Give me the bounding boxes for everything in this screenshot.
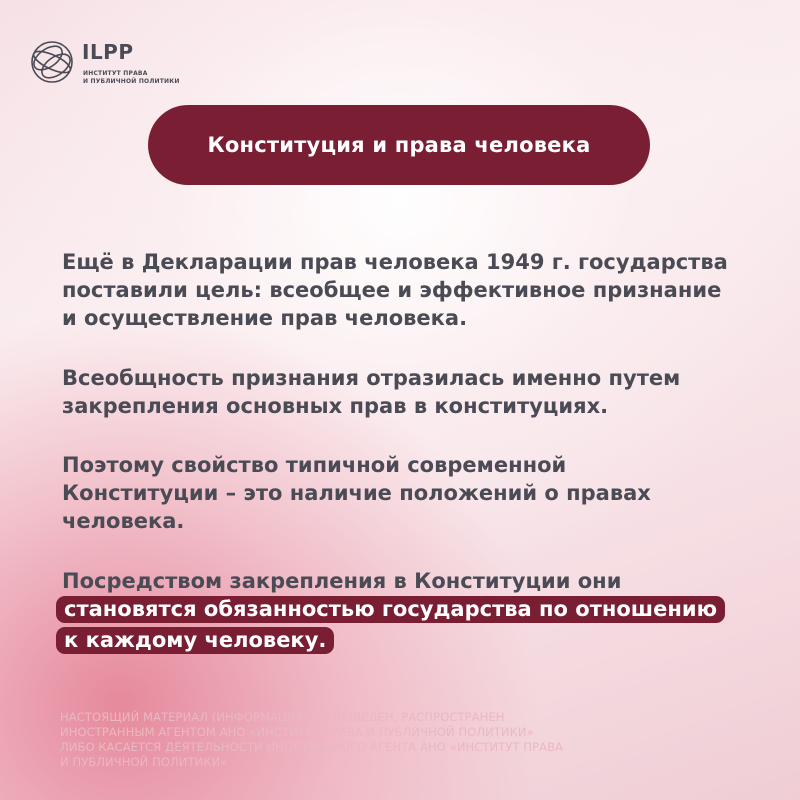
paragraph-modern-constitution: Поэтому свойство типичной современной Конституции – это наличие положений о правах человека. xyxy=(62,453,651,533)
highlighted-statement xyxy=(56,595,725,657)
page-title: Конституция и права человека xyxy=(207,133,591,157)
highlight-line: становятся обязанностью государства по отношению xyxy=(56,596,725,623)
foreign-agent-disclaimer: НАСТОЯЩИЙ МАТЕРИАЛ (ИНФОРМАЦИЯ) ПРОИЗВЕДЕН, РАСПРОСТРАНЕН ИНОСТРАННЫМ АГЕНТОМ АНО «ИНСТИТУТ ПРАВА И ПУБЛИЧНОЙ ПОЛИТИКИ» ЛИБО КАСАЕТСЯ ДЕЯТЕЛЬНОСТИ ИНОСТРАННОГО АГЕНТА АНО «ИНСТИТУТ ПРАВА И ПУБЛИЧНОЙ ПОЛИТИКИ» xyxy=(60,710,564,769)
logo-subtitle: ИНСТИТУТ ПРАВА И ПУБЛИЧНОЙ ПОЛИТИКИ xyxy=(83,70,180,85)
paragraph-declaration: Ещё в Декларации прав человека 1949 г. государства поставили цель: всеобщее и эффективное признание и осуществление прав человека. xyxy=(62,250,728,330)
paragraph-universality: Всеобщность признания отразилась именно путем закрепления основных прав в конституциях. xyxy=(62,366,681,418)
logo xyxy=(26,36,196,88)
highlight-line: к каждому человеку. xyxy=(56,627,334,654)
paragraph-consolidation: Посредством закрепления в Конституции они xyxy=(62,569,622,593)
logo-brand: ILPP xyxy=(82,40,134,64)
interlocking-circles-logo-icon xyxy=(26,36,78,88)
title-banner xyxy=(148,105,650,185)
